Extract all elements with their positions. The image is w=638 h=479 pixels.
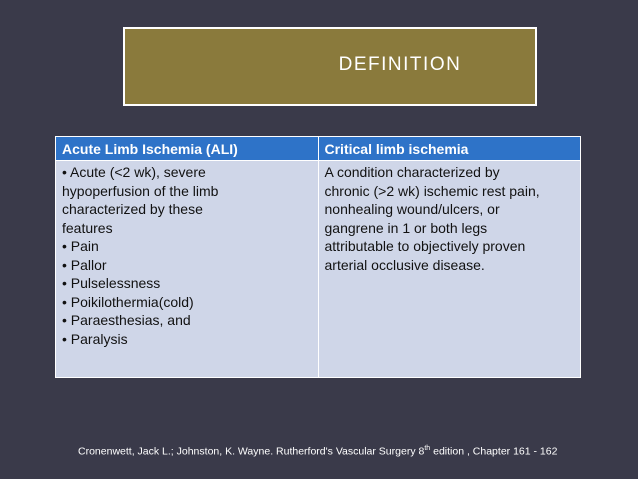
header-cli: Critical limb ischemia [318, 137, 581, 161]
cli-line: gangrene in 1 or both legs [324, 219, 488, 236]
table-header-row [56, 137, 581, 161]
table-row [56, 161, 581, 378]
definition-table [55, 136, 581, 378]
header-ali: Acute Limb Ischemia (ALI) [56, 137, 319, 161]
citation-text-end: edition , Chapter 161 - 162 [430, 445, 558, 458]
title-box [123, 27, 537, 106]
ali-line: • Pulselessness [62, 275, 161, 291]
citation-superscript: th [424, 445, 431, 452]
ali-line: characterized by these [62, 201, 203, 217]
slide-title: DEFINITION [338, 54, 462, 75]
citation [78, 445, 557, 458]
cli-line: attributable to objectively proven [324, 238, 526, 254]
ali-line: • Acute (<2 wk), severe [62, 164, 206, 180]
ali-line: • Paralysis [62, 330, 128, 347]
cli-definition-cell [318, 161, 581, 378]
ali-line: • Pain [62, 238, 99, 254]
ali-line: features [62, 219, 113, 236]
ali-line: • Pallor [62, 256, 107, 273]
cli-line: nonhealing wound/ulcers, or [324, 201, 500, 217]
cli-line: A condition characterized by [324, 164, 500, 180]
cli-line: chronic (>2 wk) ischemic rest pain, [324, 182, 540, 199]
ali-line: • Paraesthesias, and [62, 312, 191, 328]
citation-text: Cronenwett, Jack L.; Johnston, K. Wayne. Rutherford's Vascular Surgery 8 [78, 445, 425, 458]
ali-line: hypoperfusion of the limb [62, 182, 219, 199]
ali-line: • Poikilothermia(cold) [62, 293, 194, 310]
ali-definition-cell [56, 161, 319, 378]
cli-line: arterial occlusive disease. [324, 256, 485, 273]
